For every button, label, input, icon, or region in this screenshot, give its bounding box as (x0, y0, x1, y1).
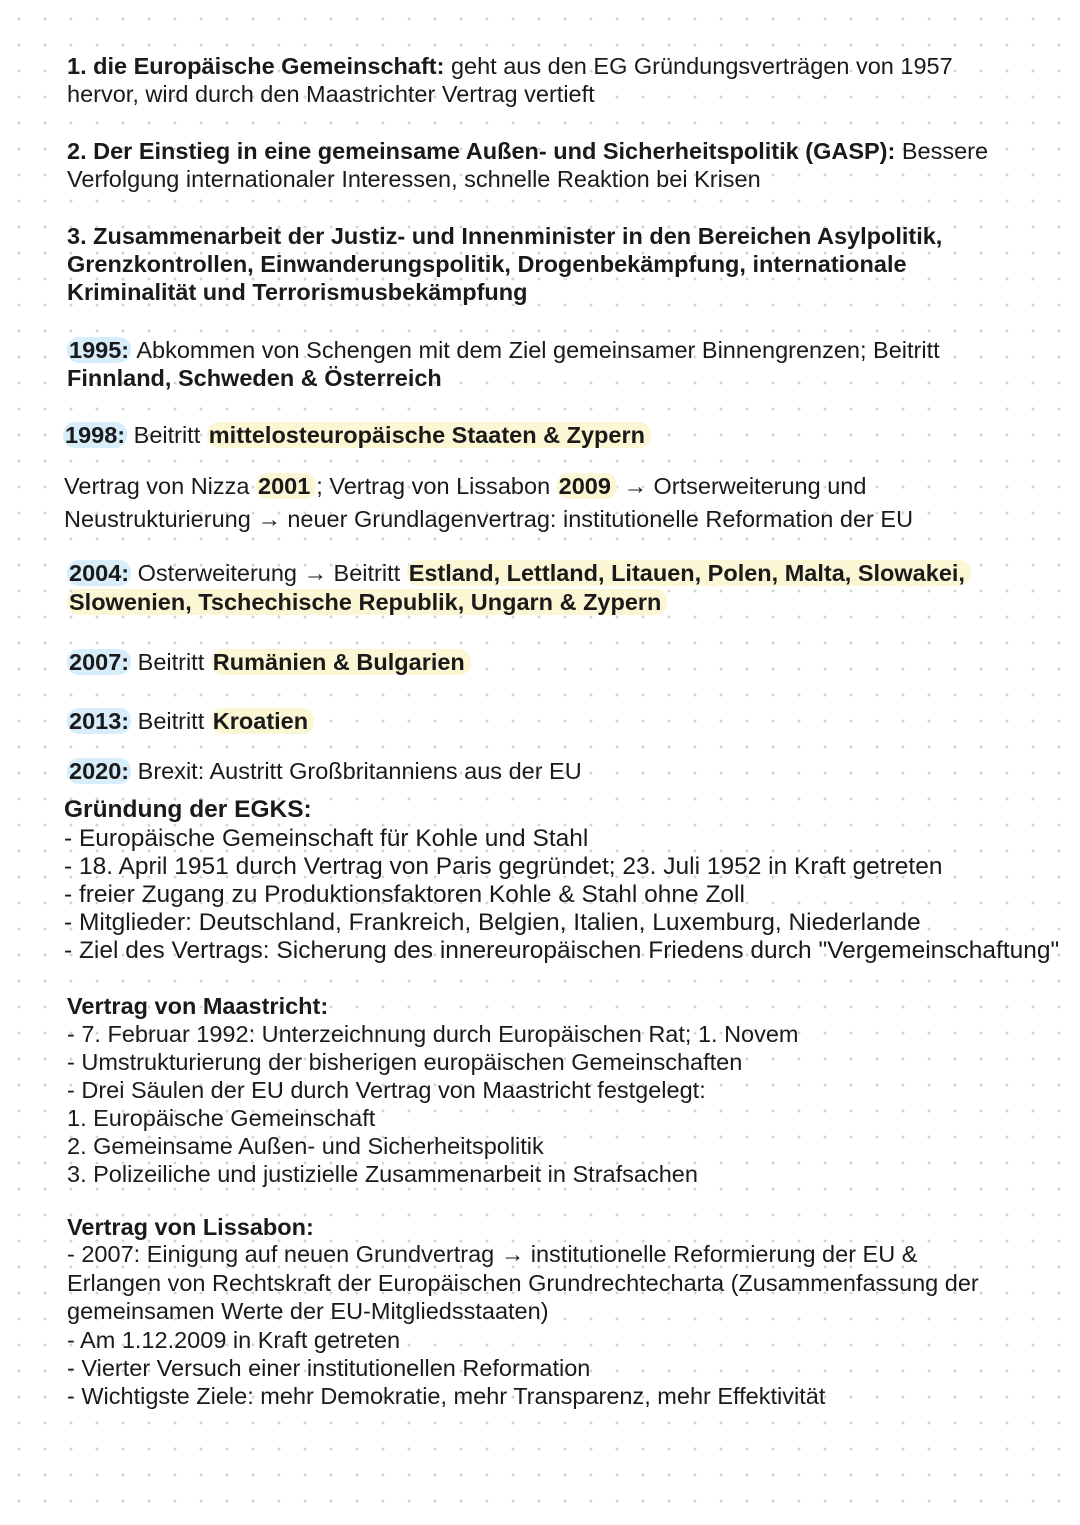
maastricht-item: - Umstrukturierung der bisherigen europäischen Gemeinschaften (67, 1049, 743, 1075)
timeline-2004-line2 (67, 588, 667, 616)
pillar-1-text: geht aus den EG Gründungsverträgen von 1957 (444, 53, 953, 79)
treaty-nizza-lissabon (64, 472, 866, 500)
egks-item: - Europäische Gemeinschaft für Kohle und Stahl (64, 825, 589, 852)
lissabon-year: 2009 (557, 473, 617, 499)
members-2004-cont: Slowenien, Tschechische Republik, Ungarn & Zypern (67, 589, 667, 615)
members-2004: Estland, Lettland, Litauen, Polen, Malta, Slowakei, (407, 560, 971, 586)
text-2013: Beitritt (131, 708, 211, 734)
egks-item: - freier Zugang zu Produktionsfaktoren Kohle & Stahl ohne Zoll (64, 881, 745, 908)
pillar-1-line2: hervor, wird durch den Maastrichter Vertrag vertieft (67, 81, 595, 107)
pillar-2-text: Bessere (895, 138, 989, 164)
egks-item: - Mitglieder: Deutschland, Frankreich, Belgien, Italien, Luxemburg, Niederlande (64, 909, 921, 936)
lissabon-item: - Am 1.12.2009 in Kraft getreten (67, 1327, 401, 1353)
pillar-3-line3: Kriminalität und Terrorismusbekämpfung (67, 279, 528, 305)
maastricht-item: - Drei Säulen der EU durch Vertrag von Maastricht festgelegt: (67, 1077, 706, 1103)
nizza-year: 2001 (256, 473, 316, 499)
members-2007: Rumänien & Bulgarien (211, 649, 471, 675)
nizza-text-a: Vertrag von Nizza (64, 473, 257, 499)
maastricht-item: 3. Polizeiliche und justizielle Zusammenarbeit in Strafsachen (67, 1161, 698, 1187)
members-2013: Kroatien (211, 708, 314, 734)
nizza-text-c: → Ortserweiterung und (616, 473, 867, 499)
timeline-1998 (63, 421, 651, 449)
pillar-2-title: 2. Der Einstieg in eine gemeinsame Außen- und Sicherheitspolitik (GASP): (67, 138, 896, 164)
egks-heading: Gründung der EGKS: (64, 796, 312, 823)
timeline-2013 (67, 707, 314, 735)
year-2013: 2013: (69, 708, 130, 734)
timeline-2007 (67, 648, 471, 676)
pillar-1-title: 1. die Europäische Gemeinschaft: (67, 53, 445, 79)
egks-item: - 18. April 1951 durch Vertrag von Paris gegründet; 23. Juli 1952 in Kraft getreten (64, 853, 943, 880)
maastricht-heading: Vertrag von Maastricht: (67, 993, 329, 1019)
pillar-3-line2: Grenzkontrollen, Einwanderungspolitik, Drogenbekämpfung, internationale (67, 251, 907, 277)
text-2004: Osterweiterung → Beitritt (131, 560, 407, 586)
lissabon-item: Erlangen von Rechtskraft der Europäischen Grundrechtecharta (Zusammenfassung der (67, 1270, 979, 1296)
year-2007: 2007: (69, 649, 130, 675)
timeline-2004 (67, 559, 971, 587)
text-2007: Beitritt (131, 649, 211, 675)
text-1995: Abkommen von Schengen mit dem Ziel gemeinsamer Binnengrenzen; Beitritt (131, 337, 940, 363)
text-1998: Beitritt (127, 422, 207, 448)
lissabon-heading: Vertrag von Lissabon: (67, 1214, 314, 1240)
timeline-1995-line2: Finnland, Schweden & Österreich (67, 365, 442, 391)
text-2020: Brexit: Austritt Großbritanniens aus der EU (131, 758, 582, 784)
year-2020: 2020: (69, 758, 130, 784)
pillar-2 (67, 137, 988, 165)
year-1998: 1998: (65, 422, 126, 448)
year-2004: 2004: (69, 560, 130, 586)
members-1998: mittelosteuropäische Staaten & Zypern (207, 422, 651, 448)
pillar-1 (67, 52, 953, 80)
timeline-2020 (67, 757, 582, 785)
nizza-text-b: ; Vertrag von Lissabon (316, 473, 557, 499)
maastricht-item: 2. Gemeinsame Außen- und Sicherheitspolitik (67, 1133, 544, 1159)
lissabon-item: gemeinsamen Werte der EU-Mitgliedsstaaten) (67, 1298, 549, 1324)
treaty-nizza-line2: Neustrukturierung → neuer Grundlagenvertrag: institutionelle Reformation der EU (64, 506, 914, 532)
timeline-1995 (67, 336, 940, 364)
maastricht-item: - 7. Februar 1992: Unterzeichnung durch Europäischen Rat; 1. Novem (67, 1021, 799, 1047)
egks-item: - Ziel des Vertrags: Sicherung des innereuropäischen Friedens durch "Vergemeinschaftung" (64, 937, 1060, 964)
year-1995: 1995: (69, 337, 130, 363)
pillar-2-line2: Verfolgung internationaler Interessen, schnelle Reaktion bei Krisen (67, 166, 761, 192)
lissabon-item: - Vierter Versuch einer institutionellen Reformation (67, 1355, 591, 1381)
maastricht-item: 1. Europäische Gemeinschaft (67, 1105, 376, 1131)
lissabon-item: - Wichtigste Ziele: mehr Demokratie, mehr Transparenz, mehr Effektivität (67, 1383, 826, 1409)
pillar-3-line1: 3. Zusammenarbeit der Justiz- und Innenminister in den Bereichen Asylpolitik, (67, 223, 943, 249)
lissabon-item: - 2007: Einigung auf neuen Grundvertrag → institutionelle Reformierung der EU & (67, 1241, 918, 1267)
